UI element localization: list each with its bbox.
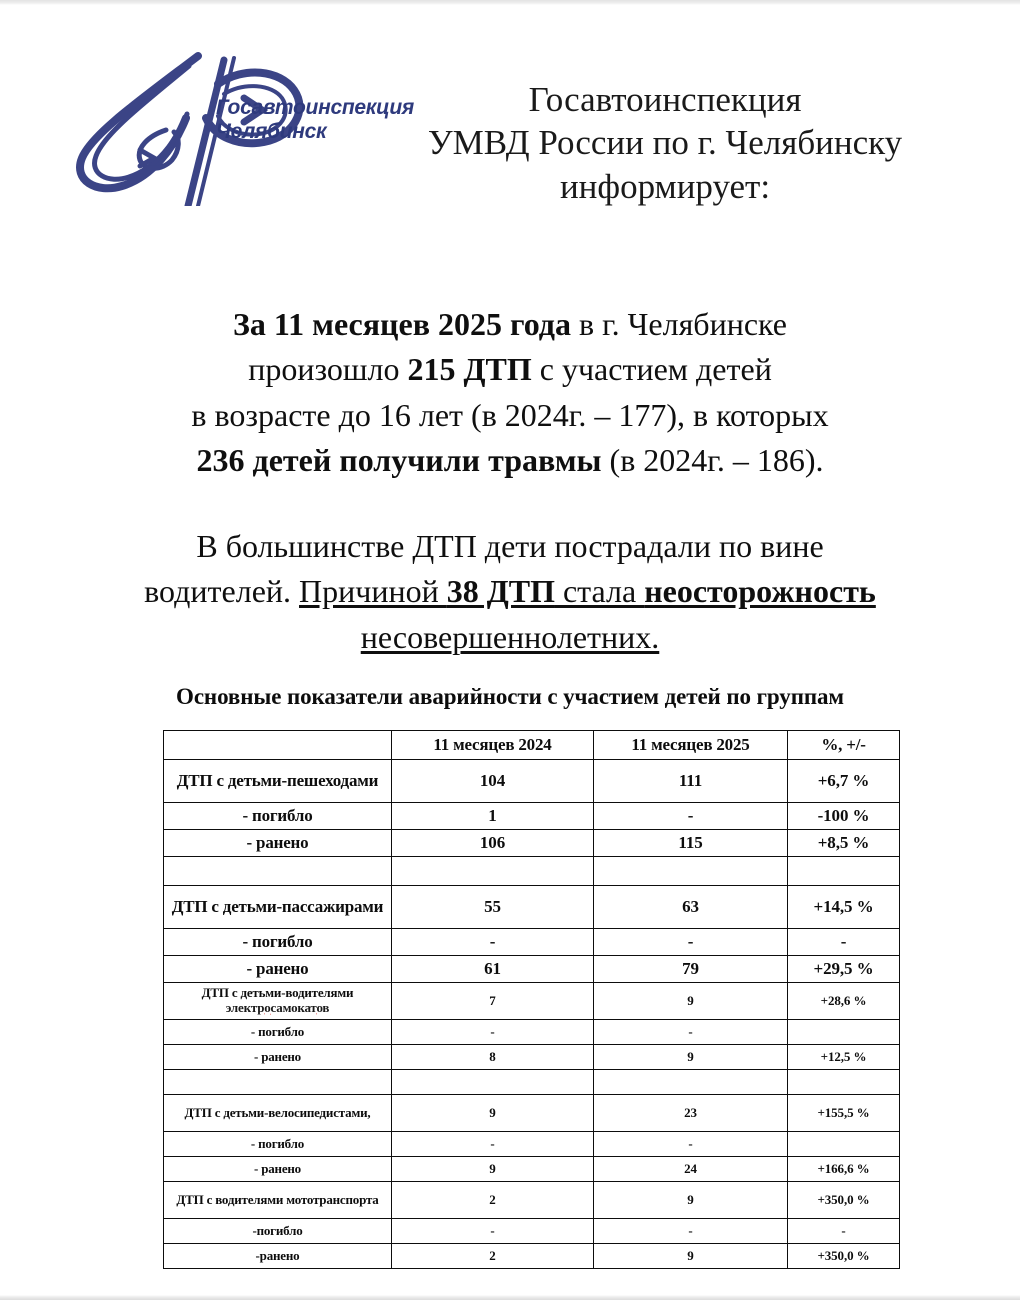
cell-category: ДТП с детьми-пешеходами	[164, 760, 392, 803]
cell-percent: +28,6 %	[788, 983, 900, 1020]
cell-category	[164, 857, 392, 886]
table-row	[164, 1045, 900, 1070]
cell-2025: -	[594, 1132, 788, 1157]
cell-2025: 79	[594, 956, 788, 983]
cell-percent: -	[788, 929, 900, 956]
table-header-row	[164, 731, 900, 760]
cell-2024: 61	[392, 956, 594, 983]
cell-2024	[392, 857, 594, 886]
cause-paragraph-underlined-bold-1: 38 ДТП	[446, 573, 555, 610]
cell-category: -погибло	[164, 1219, 392, 1244]
cause-paragraph-underlined-1: Причиной	[299, 573, 447, 610]
table-row	[164, 1219, 900, 1244]
cell-percent	[788, 857, 900, 886]
cell-percent: +29,5 %	[788, 956, 900, 983]
cell-2024	[392, 1070, 594, 1095]
cell-2024: 1	[392, 803, 594, 830]
cell-category: ДТП с водителями мототранспорта	[164, 1182, 392, 1219]
cause-paragraph-line2-pre: водителей.	[144, 573, 300, 610]
cell-percent: -100 %	[788, 803, 900, 830]
main-paragraph-line4-bold: 236 детей получили травмы	[196, 442, 602, 479]
cell-2025: 111	[594, 760, 788, 803]
main-paragraph-line2-bold: 215 ДТП	[407, 351, 532, 388]
cell-2024: 9	[392, 1095, 594, 1132]
cell-2025: 9	[594, 1182, 788, 1219]
gibdd-chelyabinsk-logo	[48, 38, 414, 206]
spellcheck-error-word: электросамокатов	[225, 1000, 330, 1015]
cell-2024: 9	[392, 1157, 594, 1182]
cell-2024: 2	[392, 1182, 594, 1219]
cell-percent	[788, 1070, 900, 1095]
cell-category	[164, 983, 392, 1020]
table-body	[164, 760, 900, 1269]
table-row	[164, 1157, 900, 1182]
cell-percent: +14,5 %	[788, 886, 900, 929]
cell-2025: 9	[594, 1244, 788, 1269]
cell-2025: 23	[594, 1095, 788, 1132]
page-title-line3: информирует:	[559, 166, 771, 206]
table-row	[164, 956, 900, 983]
cause-paragraph-underlined-bold-2: неосторожность	[644, 573, 876, 610]
page-title	[355, 78, 975, 208]
cell-category: - ранено	[164, 1045, 392, 1070]
cell-percent: +166,6 %	[788, 1157, 900, 1182]
cell-2025: 24	[594, 1157, 788, 1182]
cell-2025	[594, 1070, 788, 1095]
main-paragraph-line1-rest: в г. Челябинске	[570, 306, 787, 342]
table-row	[164, 803, 900, 830]
page-top-edge	[0, 0, 1020, 5]
cell-category: - погибло	[164, 1132, 392, 1157]
main-paragraph-line1-bold: За 11 месяцев 2025 года	[233, 306, 571, 342]
cause-paragraph-line2	[0, 569, 1020, 614]
table-group-row	[164, 1095, 900, 1132]
cell-percent: +155,5 %	[788, 1095, 900, 1132]
column-header-2024: 11 месяцев 2024	[392, 731, 594, 760]
table-spacer-row	[164, 1070, 900, 1095]
cell-category: -ранено	[164, 1244, 392, 1269]
cell-2025: -	[594, 1219, 788, 1244]
cell-percent	[788, 1132, 900, 1157]
main-paragraph-line2-pre: произошло	[248, 351, 408, 388]
cell-2024: 7	[392, 983, 594, 1020]
main-paragraph-line2-rest: с участием детей	[531, 351, 772, 388]
table-row	[164, 1132, 900, 1157]
cell-category: - ранено	[164, 956, 392, 983]
cell-2024: -	[392, 1132, 594, 1157]
cause-paragraph-line3	[0, 615, 1020, 660]
cell-percent: +12,5 %	[788, 1045, 900, 1070]
cause-paragraph	[0, 524, 1020, 660]
cell-2024: -	[392, 1219, 594, 1244]
cell-category	[164, 1070, 392, 1095]
table-title: Основные показатели аварийности с участием детей по группам	[176, 684, 844, 709]
cell-2025: -	[594, 1020, 788, 1045]
table-row	[164, 1244, 900, 1269]
cell-2024: 106	[392, 830, 594, 857]
cell-category: - ранено	[164, 830, 392, 857]
column-header-2025: 11 месяцев 2025	[594, 731, 788, 760]
cell-2025: -	[594, 929, 788, 956]
column-header-category	[164, 731, 392, 760]
page-title-line2: УМВД России по г. Челябинску	[427, 123, 903, 163]
cell-percent: +8,5 %	[788, 830, 900, 857]
table-row	[164, 929, 900, 956]
table-group-row	[164, 886, 900, 929]
table-spacer-row	[164, 857, 900, 886]
cell-2024: 8	[392, 1045, 594, 1070]
table-group-row	[164, 983, 900, 1020]
table-group-row	[164, 1182, 900, 1219]
cell-percent	[788, 1020, 900, 1045]
main-paragraph-line3: в возрасте до 16 лет (в 2024г. – 177), в которых	[191, 396, 829, 433]
cell-2024: -	[392, 929, 594, 956]
main-paragraph-line2	[0, 347, 1020, 392]
cell-category-text: ДТП с детьми-водителями	[201, 985, 354, 1001]
column-header-percent: %, +/-	[788, 731, 900, 760]
cell-2024: 2	[392, 1244, 594, 1269]
cell-category: ДТП с детьми-велосипедистами,	[164, 1095, 392, 1132]
table-group-row	[164, 760, 900, 803]
cell-percent: +6,7 %	[788, 760, 900, 803]
page-title-line1: Госавтоинспекция	[528, 80, 802, 119]
main-statistics-paragraph	[0, 302, 1020, 484]
cell-category: ДТП с детьми-пассажирами	[164, 886, 392, 929]
cell-2025: -	[594, 803, 788, 830]
main-paragraph-line4	[0, 438, 1020, 483]
cell-2025: 9	[594, 983, 788, 1020]
cell-category: - ранено	[164, 1157, 392, 1182]
logo-wordmark-line2: Челябинск	[216, 120, 327, 144]
table-row	[164, 830, 900, 857]
cell-percent: +350,0 %	[788, 1244, 900, 1269]
cell-2025: 9	[594, 1045, 788, 1070]
cell-category: - погибло	[164, 1020, 392, 1045]
cell-2024: 104	[392, 760, 594, 803]
cell-2025: 115	[594, 830, 788, 857]
cell-2024: 55	[392, 886, 594, 929]
statistics-table	[163, 730, 900, 1269]
logo-wordmark-line1: Госавтоинспекция	[216, 96, 414, 119]
cell-percent: +350,0 %	[788, 1182, 900, 1219]
cell-percent: -	[788, 1219, 900, 1244]
page-bottom-edge	[0, 1295, 1020, 1300]
document-header	[0, 34, 1020, 224]
table-row	[164, 1020, 900, 1045]
cause-paragraph-underlined-3: несовершеннолетних.	[360, 618, 660, 655]
table-header	[164, 731, 900, 760]
cell-2025	[594, 857, 788, 886]
statistics-table-container	[163, 730, 899, 1269]
main-paragraph-line1	[0, 302, 1020, 347]
cell-category: - погибло	[164, 803, 392, 830]
cell-2024: -	[392, 1020, 594, 1045]
cause-paragraph-underlined-2: стала	[554, 573, 645, 610]
cause-paragraph-line1: В большинстве ДТП дети пострадали по вине	[196, 528, 824, 564]
main-paragraph-line4-rest: (в 2024г. – 186).	[601, 442, 824, 479]
cell-category: - погибло	[164, 929, 392, 956]
cell-2025: 63	[594, 886, 788, 929]
